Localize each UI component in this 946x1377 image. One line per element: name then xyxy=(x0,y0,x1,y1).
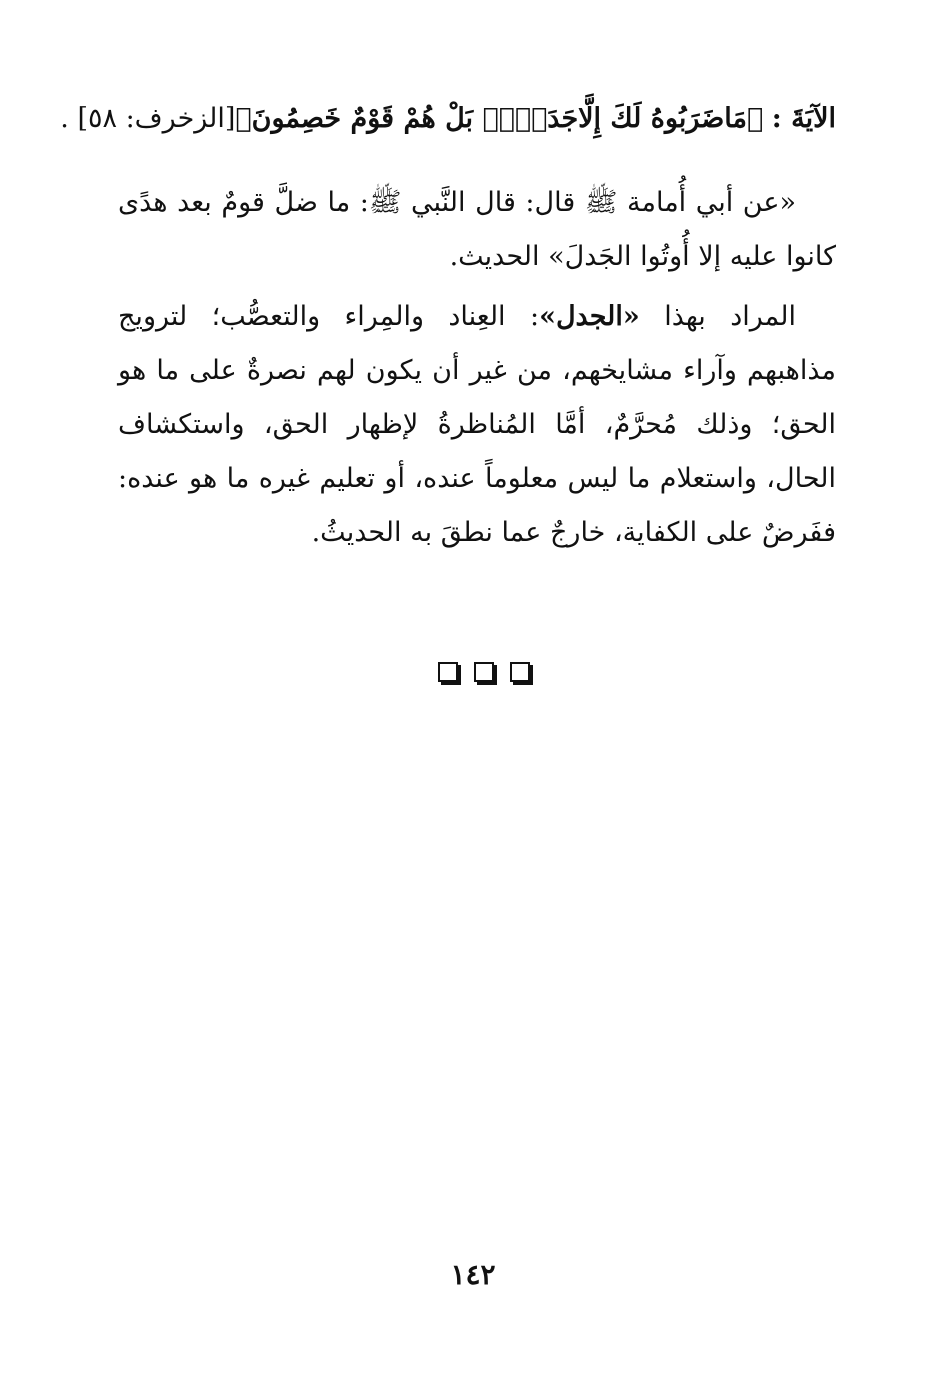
quran-verse: مَاضَرَبُوهُ لَكَ إِلَّاجَدَلًاۚ بَلْ هُمْ قَوْمٌ خَصِمُونَ xyxy=(251,103,747,134)
separator-square-icon xyxy=(510,662,530,682)
explanation-text: : العِناد والمِراء والتعصُّب؛ لترويج مذاهبهم وآراء مشايخهم، من غير أن يكون لهم نصرةٌ على ما هو الحق؛ وذلك مُحرَّمٌ، أمَّا المُناظرةُ لإظهار الحق، واستكشاف الحال، واستعلام ما ليس معلوماً عنده، أو تعليم غيره ما هو عنده: ففَرضٌ على الكفاية، خارجٌ عما نطقَ به الحديثُ. xyxy=(118,301,836,548)
verse-label: الآيَةَ : xyxy=(771,103,836,134)
explanation-prefix: المراد بهذا xyxy=(664,301,796,332)
explanation-paragraph xyxy=(118,290,836,560)
verse-line xyxy=(60,92,836,146)
verse-close-bracket: ﴾ xyxy=(235,103,252,134)
explanation-term: «الجدل» xyxy=(539,301,640,332)
page-number: ١٤٢ xyxy=(450,1258,496,1291)
verse-open-bracket: ﴿ xyxy=(746,103,764,134)
separator-square-icon xyxy=(438,662,458,682)
verse-reference: [الزخرف: ٥٨] . xyxy=(60,103,236,134)
hadith-paragraph xyxy=(118,176,836,284)
section-separator xyxy=(438,662,530,688)
separator-square-icon xyxy=(474,662,494,682)
hadith-text: «عن أبي أُمامة ﷺ قال: قال النَّبي ﷺ: ما ضلَّ قومٌ بعد هدًى كانوا عليه إلا أُوتُوا الجَدلَ» الحديث. xyxy=(118,187,836,272)
